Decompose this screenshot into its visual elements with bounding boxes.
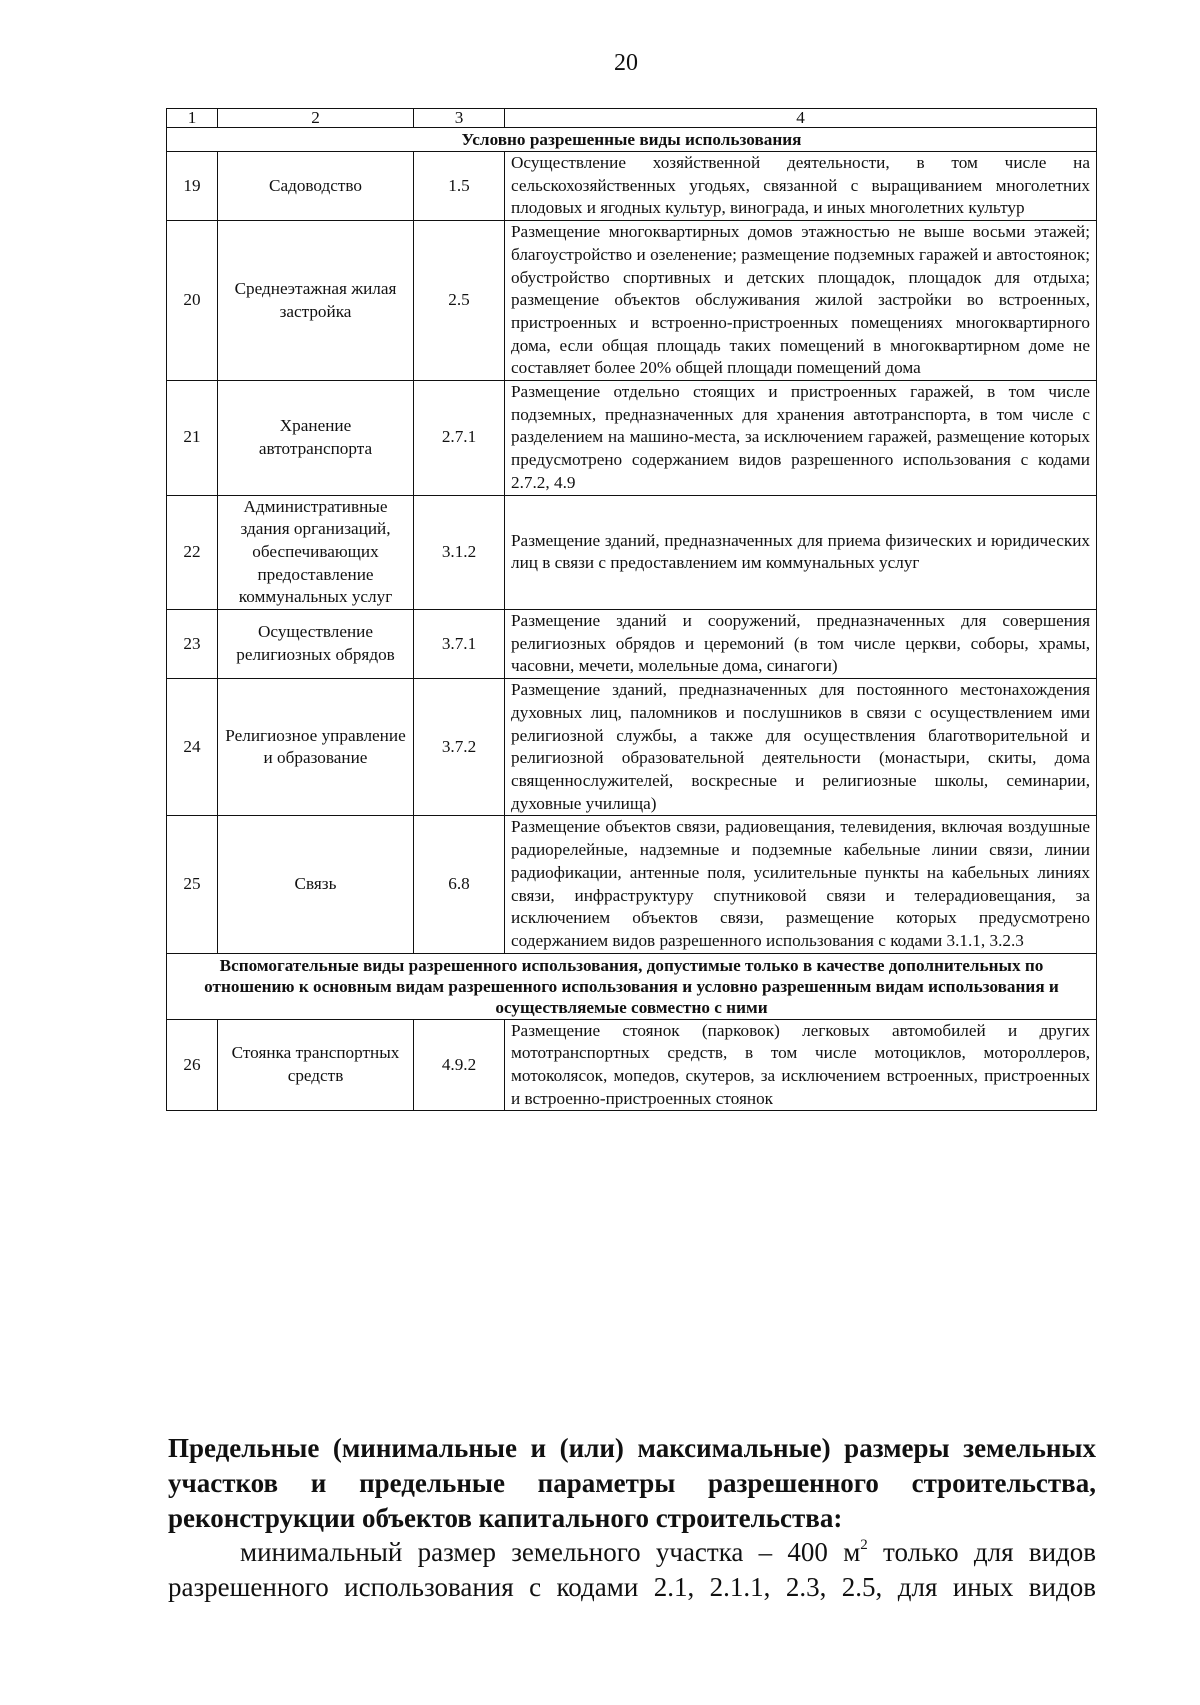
table-row: [167, 221, 1097, 381]
use-description: Размещение объектов связи, радиовещания, телевидения, включая воздушные радиорелейные, надземные и подземные кабельные линии связи, линии радиофикации, антенные поля, усилительные пункты на кабельных линиях связи, инфраструктуру спутниковой связи и телерадиовещания, за исключением объектов связи, размещение которых предусмотрено содержанием видов разрешенного использования с кодами 3.1.1, 3.2.3: [505, 816, 1097, 953]
table-row: [167, 679, 1097, 816]
table-row: [167, 152, 1097, 221]
section-heading: Предельные (минимальные и (или) максимальные) размеры земельных участков и предельные параметры разрешенного строительства, реконструкции объектов капитального строительства:: [168, 1433, 1096, 1533]
land-use-table: [166, 108, 1097, 1111]
min-size-text-end: только для видов: [867, 1537, 1097, 1567]
use-code: 3.1.2: [414, 495, 505, 610]
header-col-3: 3: [414, 109, 505, 128]
table-row: [167, 1019, 1097, 1111]
use-name: Среднеэтажная жилая застройка: [218, 221, 414, 381]
use-code: 2.7.1: [414, 381, 505, 496]
use-name: Религиозное управление и образование: [218, 679, 414, 816]
row-number: 23: [167, 610, 218, 679]
header-col-2: 2: [218, 109, 414, 128]
table-row: [167, 610, 1097, 679]
table-row: [167, 381, 1097, 496]
row-number: 19: [167, 152, 218, 221]
use-code: 2.5: [414, 221, 505, 381]
use-description: Размещение стоянок (парковок) легковых автомобилей и других мототранспортных средств, в том числе мотоциклов, мотороллеров, мотоколясок, мопедов, скутеров, за исключением встроенных, пристроенных и встроенно-пристроенных стоянок: [505, 1019, 1097, 1111]
use-description: Размещение зданий, предназначенных для приема физических и юридических лиц в связи с предоставлением им коммунальных услуг: [505, 495, 1097, 610]
row-number: 22: [167, 495, 218, 610]
header-col-4: 4: [505, 109, 1097, 128]
row-number: 25: [167, 816, 218, 953]
use-description: Размещение зданий, предназначенных для постоянного местонахождения духовных лиц, паломников и послушников в связи с осуществлением ими религиозной службы, а также для осуществления благотворительной и религиозной образовательной деятельности (монастыри, скиты, дома священнослужителей, воскресные и религиозные школы, семинарии, духовные училища): [505, 679, 1097, 816]
row-number: 21: [167, 381, 218, 496]
use-name: Садоводство: [218, 152, 414, 221]
use-code: 1.5: [414, 152, 505, 221]
square-superscript: 2: [860, 1537, 868, 1553]
use-name: Административные здания организаций, обеспечивающих предоставление коммунальных услуг: [218, 495, 414, 610]
section-conditional-row: [167, 128, 1097, 152]
section-auxiliary-row: [167, 953, 1097, 1019]
use-code: 4.9.2: [414, 1019, 505, 1111]
row-number: 20: [167, 221, 218, 381]
use-description: Осуществление хозяйственной деятельности, в том числе на сельскохозяйственных угодьях, связанной с выращиванием многолетних плодовых и ягодных культур, винограда, и иных многолетних культур: [505, 152, 1097, 221]
use-code: 6.8: [414, 816, 505, 953]
section-conditional-title: Условно разрешенные виды использования: [167, 128, 1097, 152]
row-number: 26: [167, 1019, 218, 1111]
header-col-1: 1: [167, 109, 218, 128]
table-row: [167, 816, 1097, 953]
section-auxiliary-title: Вспомогательные виды разрешенного использования, допустимые только в качестве дополнительных по отношению к основным видам разрешенного использования и условно разрешенным видам использования и осуществляемые совместно с ними: [167, 953, 1097, 1019]
paragraph-line-1: [168, 1535, 1096, 1570]
use-description: Размещение отдельно стоящих и пристроенных гаражей, в том числе подземных, предназначенных для хранения автотранспорта, в том числе с разделением на машино-места, за исключением гаражей, размещение которых предусмотрено содержанием видов разрешенного использования с кодами 2.7.2, 4.9: [505, 381, 1097, 496]
table-row: [167, 495, 1097, 610]
use-description: Размещение многоквартирных домов этажностью не выше восьми этажей; благоустройство и озеленение; размещение подземных гаражей и автостоянок; обустройство спортивных и детских площадок, площадок для отдыха; размещение объектов обслуживания жилой застройки во встроенных, пристроенных и встроенно-пристроенных помещениях многоквартирного дома, если общая площадь таких помещений в многоквартирном доме не составляет более 20% общей площади помещений дома: [505, 221, 1097, 381]
use-name: Связь: [218, 816, 414, 953]
row-number: 24: [167, 679, 218, 816]
min-size-text: минимальный размер земельного участка – 400 м: [240, 1537, 861, 1567]
use-name: Хранение автотранспорта: [218, 381, 414, 496]
use-code: 3.7.1: [414, 610, 505, 679]
table-header-row: [167, 109, 1097, 128]
use-description: Размещение зданий и сооружений, предназначенных для совершения религиозных обрядов и церемоний (в том числе церкви, соборы, храмы, часовни, мечети, молельные дома, синагоги): [505, 610, 1097, 679]
use-name: Стоянка транспортных средств: [218, 1019, 414, 1111]
use-name: Осуществление религиозных обрядов: [218, 610, 414, 679]
page-number: 20: [614, 50, 638, 76]
paragraph-line-2: разрешенного использования с кодами 2.1, 2.1.1, 2.3, 2.5, для иных видов: [168, 1572, 1096, 1602]
use-code: 3.7.2: [414, 679, 505, 816]
